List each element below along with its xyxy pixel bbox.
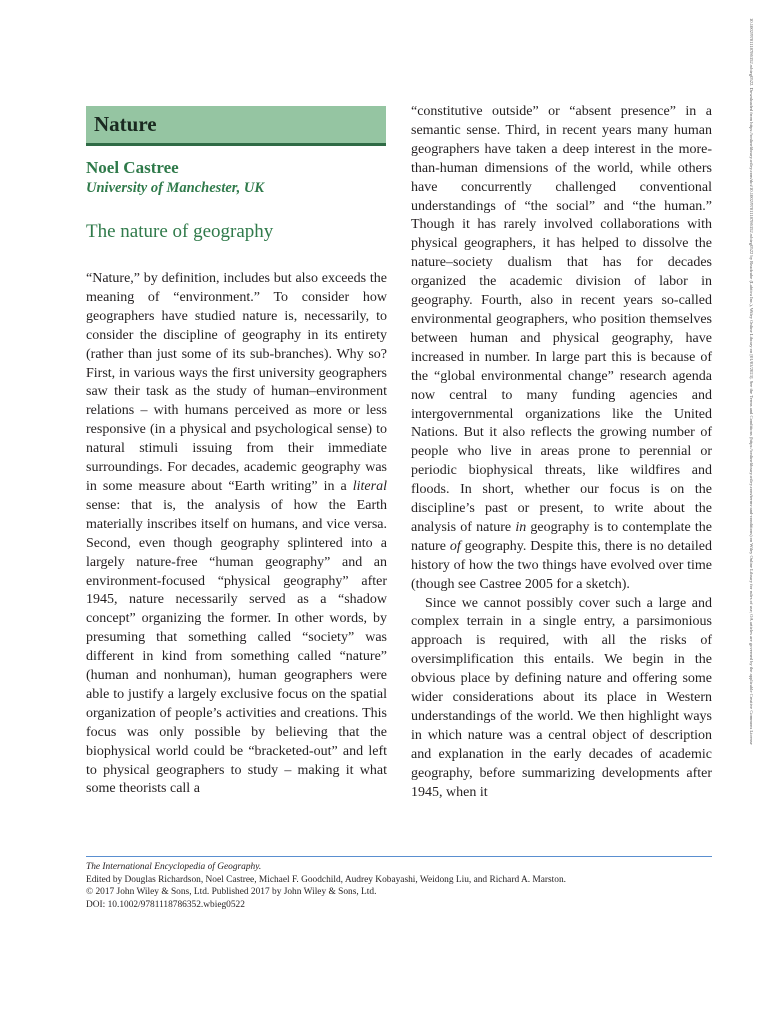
right-column (411, 103, 712, 803)
footer-editors: Edited by Douglas Richardson, Noel Castree, Michael F. Goodchild, Audrey Kobayashi, Weidong Liu, and Richard A. Marston. (86, 874, 567, 885)
footer-journal: The International Encyclopedia of Geography. (86, 862, 262, 872)
body-paragraph (411, 103, 712, 595)
author-affiliation: University of Manchester, UK (86, 180, 265, 196)
footer-doi: DOI: 10.1002/9781118786352.wbieg0522 (86, 899, 245, 910)
section-heading: The nature of geography (86, 221, 274, 242)
footer-copyright: © 2017 John Wiley & Sons, Ltd. Published 2017 by John Wiley & Sons, Ltd. (86, 887, 377, 898)
footer-divider (86, 856, 712, 857)
text-run: geography. Despite this, there is no detailed history of how the two things have evolved over time (though see Castree 2005 for a sketch). (411, 538, 712, 592)
emphasis-of: of (449, 538, 461, 554)
body-paragraph: Since we cannot possibly cover such a large and complex terrain in a single entry, a parsimonious approach is required, with all the risks of oversimplification this entails. We begin in the obvious place by defining nature and offering some wider considerations about its place in Western understandings of the world. We then highlight ways in which nature was a central object of description and explanation in the early decades of academic geography, before summarizing developments after 1945, when it (411, 595, 712, 800)
text-run: geography is to contemplate the nature (411, 519, 713, 554)
download-side-note: 10.1002/9781118786352.wbieg0522. Downloaded from https://onlinelibrary.wiley.com/doi/10.1002/9781118786352.wbieg0522 by Readcube (Labtiva Inc.), Wiley Online Library on [01/03/2023]. See the Terms and Conditions (https://onlinelibrary.wiley.com/terms-and-conditions) on Wiley Online Library for rules of use; OA articles are governed by the applicable Creative Commons License (749, 18, 754, 745)
entry-title: Nature (94, 112, 157, 136)
text-run: sense: that is, the analysis of how the Earth materially inscribes itself on humans, and vice versa. Second, even though geography splintered into a largely nature-free “human geography” and an environment-focused “physical geography” after 1945, nature necessarily served as a “shadow concept” organizing the former. In other words, by presuming that something called “society” was different in kind from something called “nature” (human and nonhuman), human geographers were able to justify a largely exclusive focus on the spatial organization of people’s activities and creations. This focus was only possible by believing that the biophysical world could be “bracketed-out” and left to physical geographers to study – making it what some theorists call a (86, 497, 387, 797)
body-paragraph (86, 270, 387, 799)
emphasis-in: in (515, 519, 527, 535)
entry-title-box (86, 106, 386, 146)
text-run: “constitutive outside” or “absent presence” in a semantic sense. Third, in recent years many human geographers have taken a deep interest in the more-than-human dimensions of the world, while others have concurrently challenged conventional understandings of “the social” and “the human.” Though it has rarely involved collaborations with physical geographers, it has helped to dissolve the nature–society dualism that has for decades organized the academic division of labor in geography. Fourth, also in recent years so-called environmental geographers, who position themselves between human and physical geography, have increased in number. In large part this is because of the “global environmental change” research agenda now central to many funding agencies and intergovernmental organizations like the United Nations. But it also reflects the growing number of people who live in areas prone to perennial or periodic biophysical threats, like wildfires and floods. In short, whether our focus is on the discipline’s past or present, to write about the analysis of nature (411, 104, 712, 535)
citation-footer (86, 861, 712, 911)
author-name: Noel Castree (86, 158, 179, 177)
left-column (86, 270, 387, 799)
emphasis-literal: literal (352, 478, 387, 494)
text-run: “Nature,” by definition, includes but also exceeds the meaning of “environment.” To consider how geographers have studied nature is, necessarily, to consider the discipline of geography in its entirety (rather than just some of its sub-branches). Why so? First, in various ways the first university geographers saw their task as the study of human–environment relations – with humans perceived as more or less responsive (in a physical and psychological sense) to natural stimuli issuing from their immediate surroundings. For decades, academic geography was in some measure about “Earth writing” in a (86, 271, 387, 494)
